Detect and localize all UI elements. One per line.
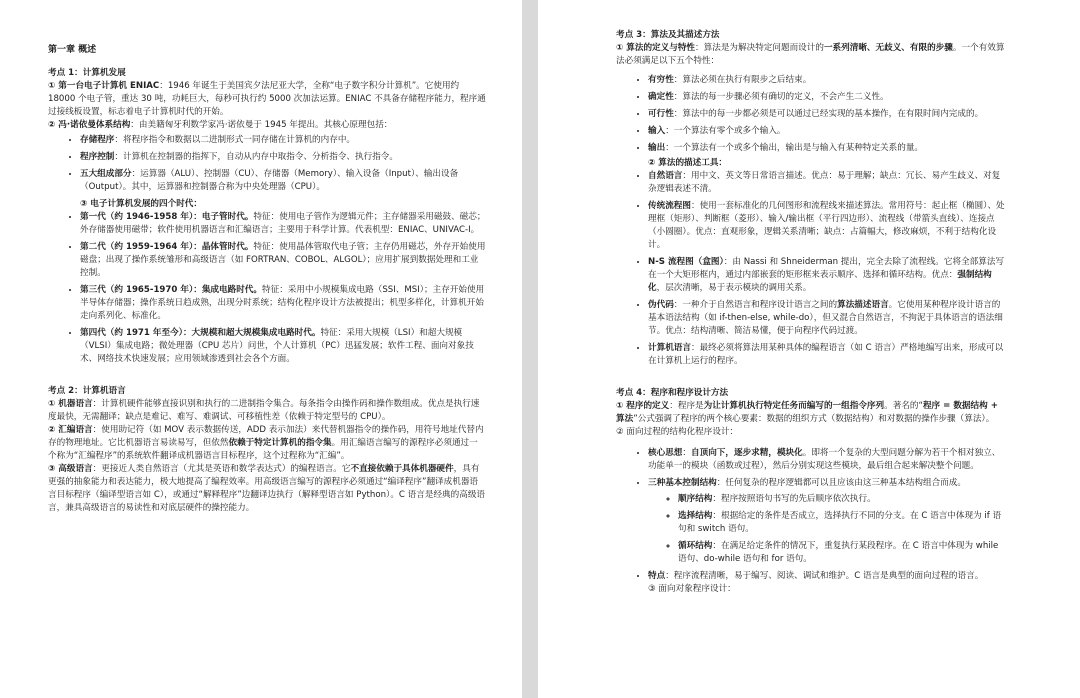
structured-programming-list bbox=[616, 447, 1008, 583]
list-item: • 传统流程图：使用一套标准化的几何图形和流程线来描述算法。常用符号：起止框（椭圆）、处理框（矩形）、判断框（菱形）、输入/输出框（平行四边形）、流程线（带箭头直线）、连接点（小圆圈）。优点：直观形象，逻辑关系清晰；缺点：占篇幅大，修改麻烦，不利于结构化设计。 bbox=[648, 200, 1008, 252]
list-item: • 第四代（约 1971 年至今）：大规模和超大规模集成电路时代。特征：采用大规模（LSI）和超大规模（VLSI）集成电路；微处理器（CPU 芯片）问世，个人计算机（PC）迅猛发展；软件工程、面向对象技术、网络技术快速发展；应用领域渗透到社会各个方面。 bbox=[80, 327, 486, 366]
left-page bbox=[0, 0, 522, 698]
list-item: • 伪代码：一种介于自然语言和程序设计语言之间的算法描述语言。它使用某种程序设计语言的基本语法结构（如 if-then-else, while-do），但又混合自然语言，不拘泥于具体语言的语法细节。优点：结构清晰、简洁易懂，便于向程序代码过渡。 bbox=[648, 299, 1008, 338]
list-item: • 第二代（约 1959-1964 年）：晶体管时代。特征：使用晶体管取代电子管；主存仍用磁芯，外存开始使用磁盘；出现了操作系统雏形和高级语言（如 FORTRAN、COBOL、ALGOL）；应用扩展到数据处理和工业控制。 bbox=[80, 241, 486, 280]
paragraph-machine-language: ① 机器语言：计算机硬件能够直接识别和执行的二进制指令集合。每条指令由操作码和操作数组成。优点是执行速度最快，无需翻译；缺点是难记、难写、难调试、可移植性差（依赖于特定型号的 CPU）。 bbox=[48, 399, 480, 422]
oop-heading: ③ 面向对象程序设计： bbox=[648, 584, 736, 594]
von-neumann-list bbox=[48, 134, 486, 194]
section-title-3: 考点 3：算法及其描述方法 bbox=[616, 30, 720, 40]
tools-heading: ② 算法的描述工具： bbox=[648, 158, 728, 168]
tools-heading-wrap bbox=[616, 157, 1008, 170]
left-page-content bbox=[48, 44, 486, 515]
eras-items bbox=[48, 211, 486, 366]
paragraph-eniac: ① 第一台电子计算机 ENIAC：1946 年诞生于美国宾夕法尼亚大学，全称“电子数字积分计算机”。它使用约 18000 个电子管，重达 30 吨，功耗巨大，每秒可执行约 5000 次加法运算。ENIAC 不具备存储程序能力，程序通过接线板设置，标志着电子计算机时代的开始。 bbox=[48, 81, 486, 117]
list-item: • 五大组成部分：运算器（ALU）、控制器（CU）、存储器（Memory）、输入设备（Input）、输出设备（Output）。其中，运算器和控制器合称为中央处理器（CPU）。 bbox=[80, 168, 486, 194]
list-item: • 三种基本控制结构：任何复杂的程序逻辑都可以且应该由这三种基本结构组合而成。 ◦ 顺序结构：程序按照语句书写的先后顺序依次执行。 ◦ 选择结构：根据给定的条件是否成立，选择执行不同的分支。在 C 语言中体现为 if 语句和 switch 语句。 ◦ 循环结构：在满足给定条件的情况下，重复执行某段程序。在 C 语言中体现为 while 语句、do-while 语句和 for 语句。 bbox=[648, 477, 1008, 566]
section-title-2: 考点 2：计算机语言 bbox=[48, 386, 126, 396]
list-item: • 第三代（约 1965-1970 年）：集成电路时代。特征：采用中小规模集成电路（SSI、MSI）；主存开始使用半导体存储器；操作系统日趋成熟，出现分时系统；结构化程序设计方法被提出；机型多样化，计算机开始走向系列化、标准化。 bbox=[80, 284, 486, 323]
algorithm-properties-list bbox=[616, 74, 1008, 155]
list-item: • 输入：一个算法有零个或多个输入。 bbox=[648, 125, 1008, 138]
list-item: • 第一代（约 1946-1958 年）：电子管时代。特征：使用电子管作为逻辑元件；主存储器采用磁鼓、磁芯；外存储器使用磁带；软件使用机器语言和汇编语言；主要用于科学计算。代表机型：ENIAC、UNIVAC-I。 bbox=[80, 211, 486, 237]
list-item: • 输出：一个算法有一个或多个输出，输出是与输入有某种特定关系的量。 bbox=[648, 142, 1008, 155]
eras-list bbox=[48, 198, 486, 211]
list-item: ◦ 顺序结构：程序按照语句书写的先后顺序依次执行。 bbox=[678, 493, 1008, 506]
list-item: • 存储程序：将程序指令和数据以二进制形式一同存储在计算机的内存中。 bbox=[80, 134, 486, 147]
page-gutter bbox=[522, 0, 538, 698]
algorithm-tools-list bbox=[616, 170, 1008, 368]
paragraph-assembly-language: ② 汇编语言：使用助记符（如 MOV 表示数据传送，ADD 表示加法）来代替机器指令的操作码，用符号地址代替内存的物理地址。它比机器语言易读易写，但依然依赖于特定计算机的指令集。用汇编语言编写的源程序必须通过一个称为“汇编程序”的系统软件翻译成机器语言目标程序，这个过程称为“汇编”。 bbox=[48, 425, 484, 461]
right-page bbox=[538, 0, 1080, 698]
list-item: • 有穷性：算法必须在执行有限步之后结束。 bbox=[648, 74, 1008, 87]
paragraph-algorithm-definition: ① 算法的定义与特性：算法是为解决特定问题而设计的一系列清晰、无歧义、有限的步骤。一个有效算法必须满足以下五个特性： bbox=[616, 43, 1005, 66]
chapter-title: 第一章 概述 bbox=[48, 45, 97, 55]
list-item: • N-S 流程图（盒图）：由 Nassi 和 Shneiderman 提出，完全去除了流程线。它将全部算法写在一个大矩形框内，通过内部嵌套的矩形框来表示顺序、选择和循环结构。优点：强制结构化，层次清晰，易于表示模块的调用关系。 bbox=[648, 256, 1008, 295]
list-item: ◦ 选择结构：根据给定的条件是否成立，选择执行不同的分支。在 C 语言中体现为 if 语句和 switch 语句。 bbox=[678, 510, 1008, 536]
list-item: • 特点：程序流程清晰，易于编写、阅读、调试和维护。C 语言是典型的面向过程的语言。 bbox=[648, 570, 1008, 583]
paragraph-high-level-language: ③ 高级语言：更接近人类自然语言（尤其是英语和数学表达式）的编程语言。它不直接依赖于具体机器硬件，具有更强的抽象能力和表达能力，极大地提高了编程效率。用高级语言编写的源程序必须通过“编译程序”翻译成机器语言目标程序（编译型语言如 C），或通过“解释程序”边翻译边执行（解释型语言如 Python）。C 语言是经典的高级语言，兼具高级语言的易读性和对底层硬件的操控能力。 bbox=[48, 464, 486, 513]
section-title-4: 考点 4：程序和程序设计方法 bbox=[616, 388, 729, 398]
list-item: • 可行性：算法中的每一步都必须是可以通过已经实现的基本操作，在有限时间内完成的。 bbox=[648, 108, 1008, 121]
oop-heading-wrap bbox=[616, 583, 1008, 596]
control-structures-list bbox=[648, 493, 1008, 566]
section-title-1: 考点 1：计算机发展 bbox=[48, 68, 126, 78]
list-item: • 确定性：算法的每一步骤必须有确切的定义，不会产生二义性。 bbox=[648, 91, 1008, 104]
paragraph-program-definition: ① 程序的定义：程序是为让计算机执行特定任务而编写的一组指令序列。著名的“程序 = 数据结构 + 算法”公式强调了程序的两个核心要素：数据的组织方式（数据结构）和对数据的操作步骤（算法）。 bbox=[616, 401, 998, 424]
paragraph-structured-programming: ② 面向过程的结构化程序设计： bbox=[616, 427, 739, 437]
list-item: • 计算机语言：最终必须将算法用某种具体的编程语言（如 C 语言）严格地编写出来，形成可以在计算机上运行的程序。 bbox=[648, 342, 1008, 368]
list-item: ◦ 循环结构：在满足给定条件的情况下，重复执行某段程序。在 C 语言中体现为 while 语句、do-while 语句和 for 语句。 bbox=[678, 540, 1008, 566]
list-item: • 核心思想：自顶向下，逐步求精，模块化。即将一个复杂的大型问题分解为若干个相对独立、功能单一的模块（函数或过程），然后分别实现这些模块，最后组合起来解决整个问题。 bbox=[648, 447, 1008, 473]
list-item: • 自然语言：用中文、英文等日常语言描述。优点：易于理解；缺点：冗长、易产生歧义、对复杂逻辑表述不清。 bbox=[648, 170, 1008, 196]
eras-heading: ③ 电子计算机发展的四个时代： bbox=[80, 199, 202, 209]
paragraph-von-neumann: ② 冯·诺依曼体系结构：由美籍匈牙利数学家冯·诺依曼于 1945 年提出。其核心原理包括： bbox=[48, 120, 393, 130]
right-page-content bbox=[616, 29, 1008, 600]
list-item: • 程序控制：计算机在控制器的指挥下，自动从内存中取指令、分析指令、执行指令。 bbox=[80, 151, 486, 164]
